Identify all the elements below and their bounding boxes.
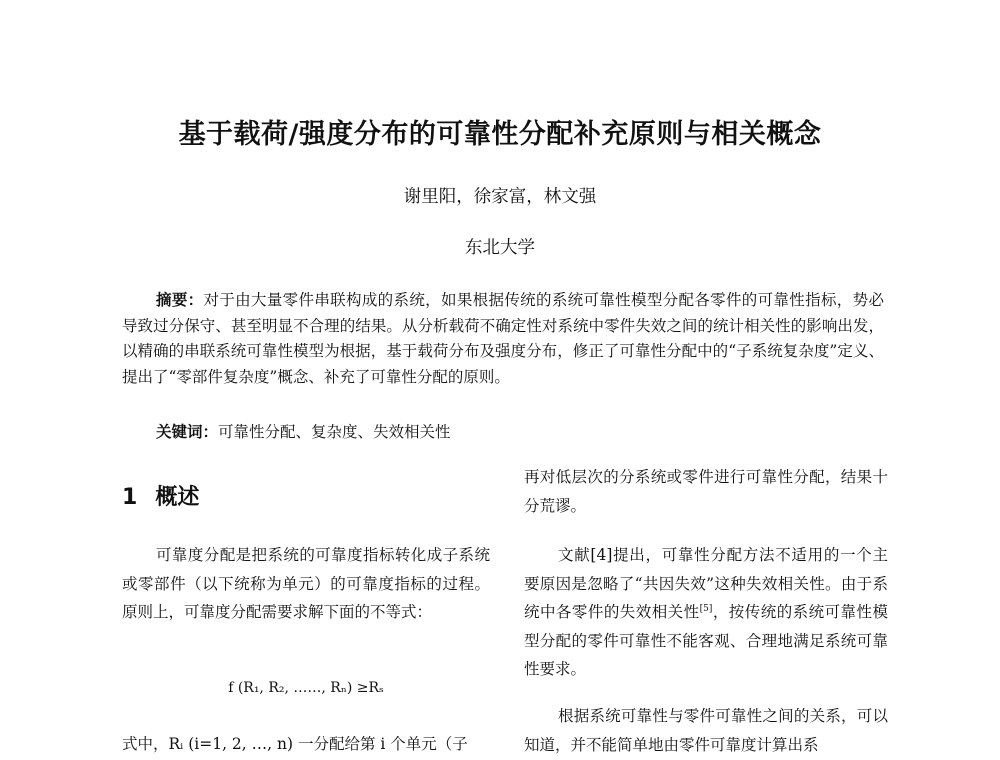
paragraph: 根据系统可靠性与零件可靠性之间的关系，可以知道，并不能简单地由零件可靠度计算出系 xyxy=(524,707,888,754)
authors: 谢里阳，徐家富，林文强 xyxy=(403,187,597,207)
affiliation: 东北大学 xyxy=(465,238,535,258)
paper-title: 基于载荷/强度分布的可靠性分配补充原则与相关概念 xyxy=(178,119,822,150)
section-heading xyxy=(122,480,199,511)
paragraph-text: 文献[4]提出，可靠性分配方法不适用的一个主要原因是忽略了“共因失效”这种失效相关性。由于系统中各零件的失效相关性 xyxy=(524,546,888,621)
abstract xyxy=(122,288,884,390)
citation-ref: [5] xyxy=(699,603,713,614)
keywords-label: 关键词： xyxy=(156,423,219,441)
formula: f (R₁, R₂, ……, Rₙ) ≥Rₛ xyxy=(228,680,384,696)
section-title: 概述 xyxy=(155,485,200,510)
paragraph: 可靠度分配是把系统的可靠度指标转化成子系统或零部件（以下统称为单元）的可靠度指标的过程。原则上，可靠度分配需要求解下面的不等式： xyxy=(122,546,490,621)
paragraph: 式中，Rᵢ (i=1, 2, …, n) 一分配给第 i 个单元（子 xyxy=(122,735,468,753)
keywords xyxy=(156,420,451,442)
paragraph xyxy=(524,541,888,684)
abstract-text: 对于由大量零件串联构成的系统，如果根据传统的系统可靠性模型分配各零件的可靠性指标，势必导致过分保守、甚至明显不合理的结果。从分析载荷不确定性对系统中零件失效之间的统计相关性的影响出发，以精确的串联系统可靠性模型为根据，基于载荷分布及强度分布，修正了可靠性分配中的“子系统复杂度”定义、提出了“零部件复杂度”概念、补充了可靠性分配的原则。 xyxy=(122,291,884,386)
section-number: 1 xyxy=(122,485,138,510)
abstract-label: 摘要： xyxy=(156,291,204,309)
paragraph-text: ，按传统的系统可靠性模型分配的零件可靠性不能客观、合理地满足系统可靠性要求。 xyxy=(524,603,888,678)
keywords-text: 可靠性分配、复杂度、失效相关性 xyxy=(218,423,451,441)
paragraph: 再对低层次的分系统或零件进行可靠性分配，结果十分荒谬。 xyxy=(524,468,888,515)
